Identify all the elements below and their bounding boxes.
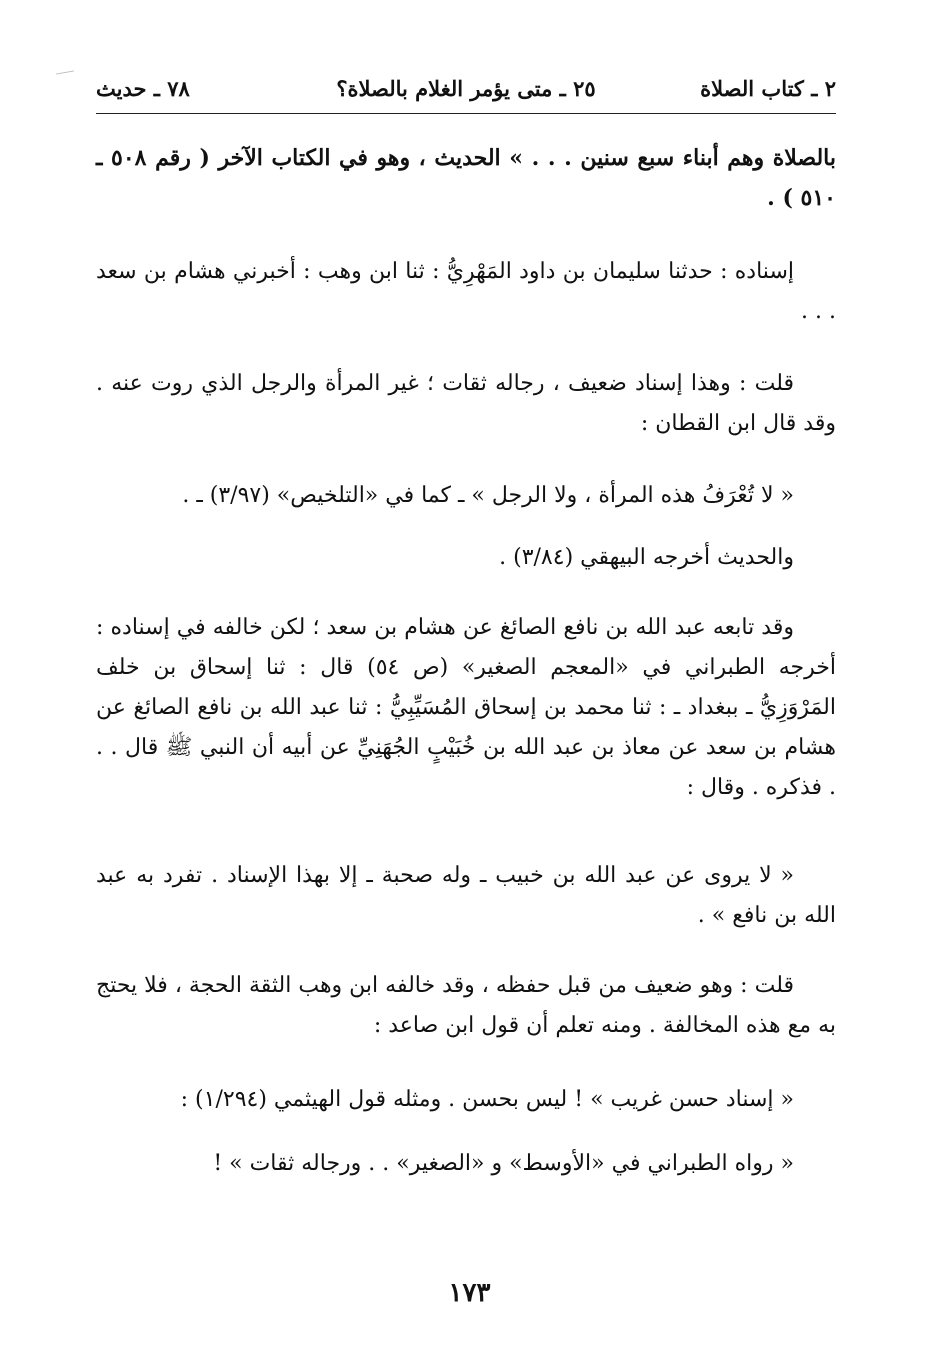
header-rule <box>96 113 836 114</box>
quote-tabarani: « لا يروى عن عبد الله بن خبيب ـ وله صحبة ـ إلا بهذا الإسناد . تفرد به عبد الله بن نافع » . <box>96 863 836 928</box>
paragraph-hadith-end: بالصلاة وهم أبناء سبع سنين . . . » الحديث ، وهو في الكتاب الآخر ( رقم ٥٠٨ ـ ٥١٠ ) . <box>96 145 836 211</box>
paragraph-takhrij: والحديث أخرجه البيهقي (٣/٨٤) . <box>499 545 794 570</box>
quote-ibn-said: « إسناد حسن غريب » ! ليس بحسن . ومثله قول الهيثمي (١/٢٩٤) : <box>180 1087 794 1112</box>
paragraph-conclusion: قلت : وهو ضعيف من قبل حفظه ، وقد خالفه ابن وهب الثقة الحجة ، فلا يحتج به مع هذه المخالفة . ومنه تعلم أن قول ابن صاعد : <box>96 973 836 1038</box>
paragraph-isnad: إسناده : حدثنا سليمان بن داود المَهْرِيُّ : ثنا ابن وهب : أخبرني هشام بن سعد . . . <box>96 259 836 324</box>
header-hadith-number: ٧٨ ـ حديث <box>96 76 190 101</box>
header-book-title: ٢ ـ كتاب الصلاة <box>700 76 836 101</box>
paragraph-comment: قلت : وهذا إسناد ضعيف ، رجاله ثقات ؛ غير المرأة والرجل الذي روت عنه . وقد قال ابن القطان : <box>96 371 836 436</box>
quote-haythami: « رواه الطبراني في «الأوسط» و «الصغير» . . ورجاله ثقات » ! <box>213 1151 794 1176</box>
running-header <box>96 76 836 110</box>
paragraph-mutaba: وقد تابعه عبد الله بن نافع الصائغ عن هشام بن سعد ؛ لكن خالفه في إسناده : أخرجه الطبراني في «المعجم الصغير» (ص ٥٤) قال : ثنا إسحاق بن خلف المَرْوَزِيُّ ـ ببغداد ـ : ثنا محمد بن إسحاق المُسَيِّبِيُّ : ثنا عبد الله بن نافع الصائغ عن هشام بن سعد عن معاذ بن عبد الله بن خُبَيْبٍ الجُهَنِيِّ عن أبيه أن النبي ﷺ قال . . . فذكره . وقال : <box>96 615 836 800</box>
scan-mark <box>56 70 74 74</box>
header-chapter-title: ٢٥ ـ متى يؤمر الغلام بالصلاة؟ <box>336 76 596 101</box>
page-number: ١٧٣ <box>448 1278 491 1308</box>
quote-ibn-al-qattan: « لا تُعْرَفُ هذه المرأة ، ولا الرجل » ـ كما في «التلخيص» (٣/٩٧) ـ . <box>182 483 794 508</box>
